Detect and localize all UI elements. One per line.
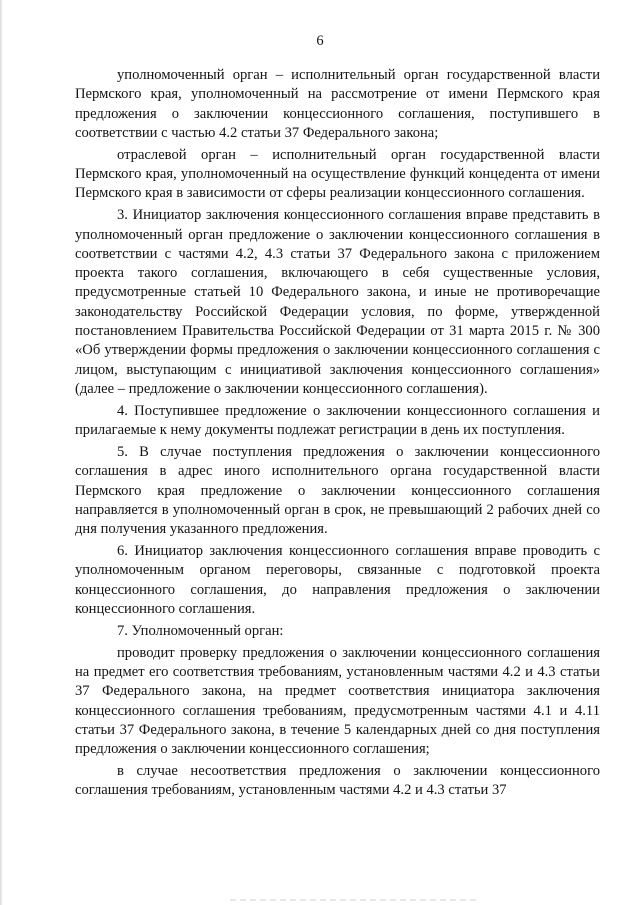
paragraph-authorized-body-definition: уполномоченный орган – исполнительный орган государственной власти Пермского края, уполномоченный на рассмотрение от имени Пермского края предложения о заключении концессионного соглашения, поступившего в соответствии с частью 4.2 статьи 37 Федерального закона;: [75, 67, 600, 141]
paragraph-item-6: 6. Инициатор заключения концессионного соглашения вправе проводить с уполномоченным органом переговоры, связанные с подготовкой проекта концессионного соглашения, до направления предложения о заключении концессионного соглашения.: [75, 543, 600, 617]
document-body: [75, 66, 600, 803]
paragraph-item-5: 5. В случае поступления предложения о заключении концессионного соглашения в адрес иного исполнительного органа государственной власти Пермского края предложение о заключении концессионного соглашения направляется в уполномоченный орган в срок, не превышающий 2 рабочих дней со дня получения указанного предложения.: [75, 444, 600, 538]
page-number: 6: [316, 33, 324, 49]
paragraph-sectoral-body-definition: отраслевой орган – исполнительный орган государственной власти Пермского края, уполномоченный на осуществление функций концедента от имени Пермского края в зависимости от сферы реализации концессионного соглашения.: [75, 146, 600, 202]
paragraph-item-7: 7. Уполномоченный орган:: [117, 622, 284, 639]
paragraph-item-7-check: проводит проверку предложения о заключении концессионного соглашения на предмет его соответствия требованиям, установленным частями 4.2 и 4.3 статьи 37 Федерального закона, на предмет соответствия инициатора заключения концессионного соглашения требованиям, предусмотренным частями 4.1 и 4.11 статьи 37 Федерального закона, в течение 5 календарных дней со дня поступления предложения о заключении концессионного соглашения;: [75, 644, 600, 758]
paragraph-item-3: 3. Инициатор заключения концессионного соглашения вправе представить в уполномоченный орган предложение о заключении концессионного соглашения в соответствии с частями 4.2, 4.3 статьи 37 Федерального закона с приложением проекта такого соглашения, включающего в себя существенные условия, предусмотренные статьей 10 Федерального закона, и иные не противоречащие законодательству Российской Федерации условия, по форме, утвержденной постановлением Правительства Российской Федерации от 31 марта 2015 г. № 300 «Об утверждении формы предложения о заключении концессионного соглашения с лицом, выступающим с инициативой заключения концессионного соглашения» (далее – предложение о заключении концессионного соглашения).: [75, 207, 600, 397]
scan-edge: [0, 0, 3, 905]
paragraph-item-7-mismatch: в случае несоответствия предложения о заключении концессионного соглашения требованиям, установленным частями 4.2 и 4.3 статьи 37: [75, 763, 600, 799]
scan-noise: [230, 899, 480, 901]
paragraph-item-4: 4. Поступившее предложение о заключении концессионного соглашения и прилагаемые к нему документы подлежат регистрации в день их поступления.: [75, 402, 600, 439]
